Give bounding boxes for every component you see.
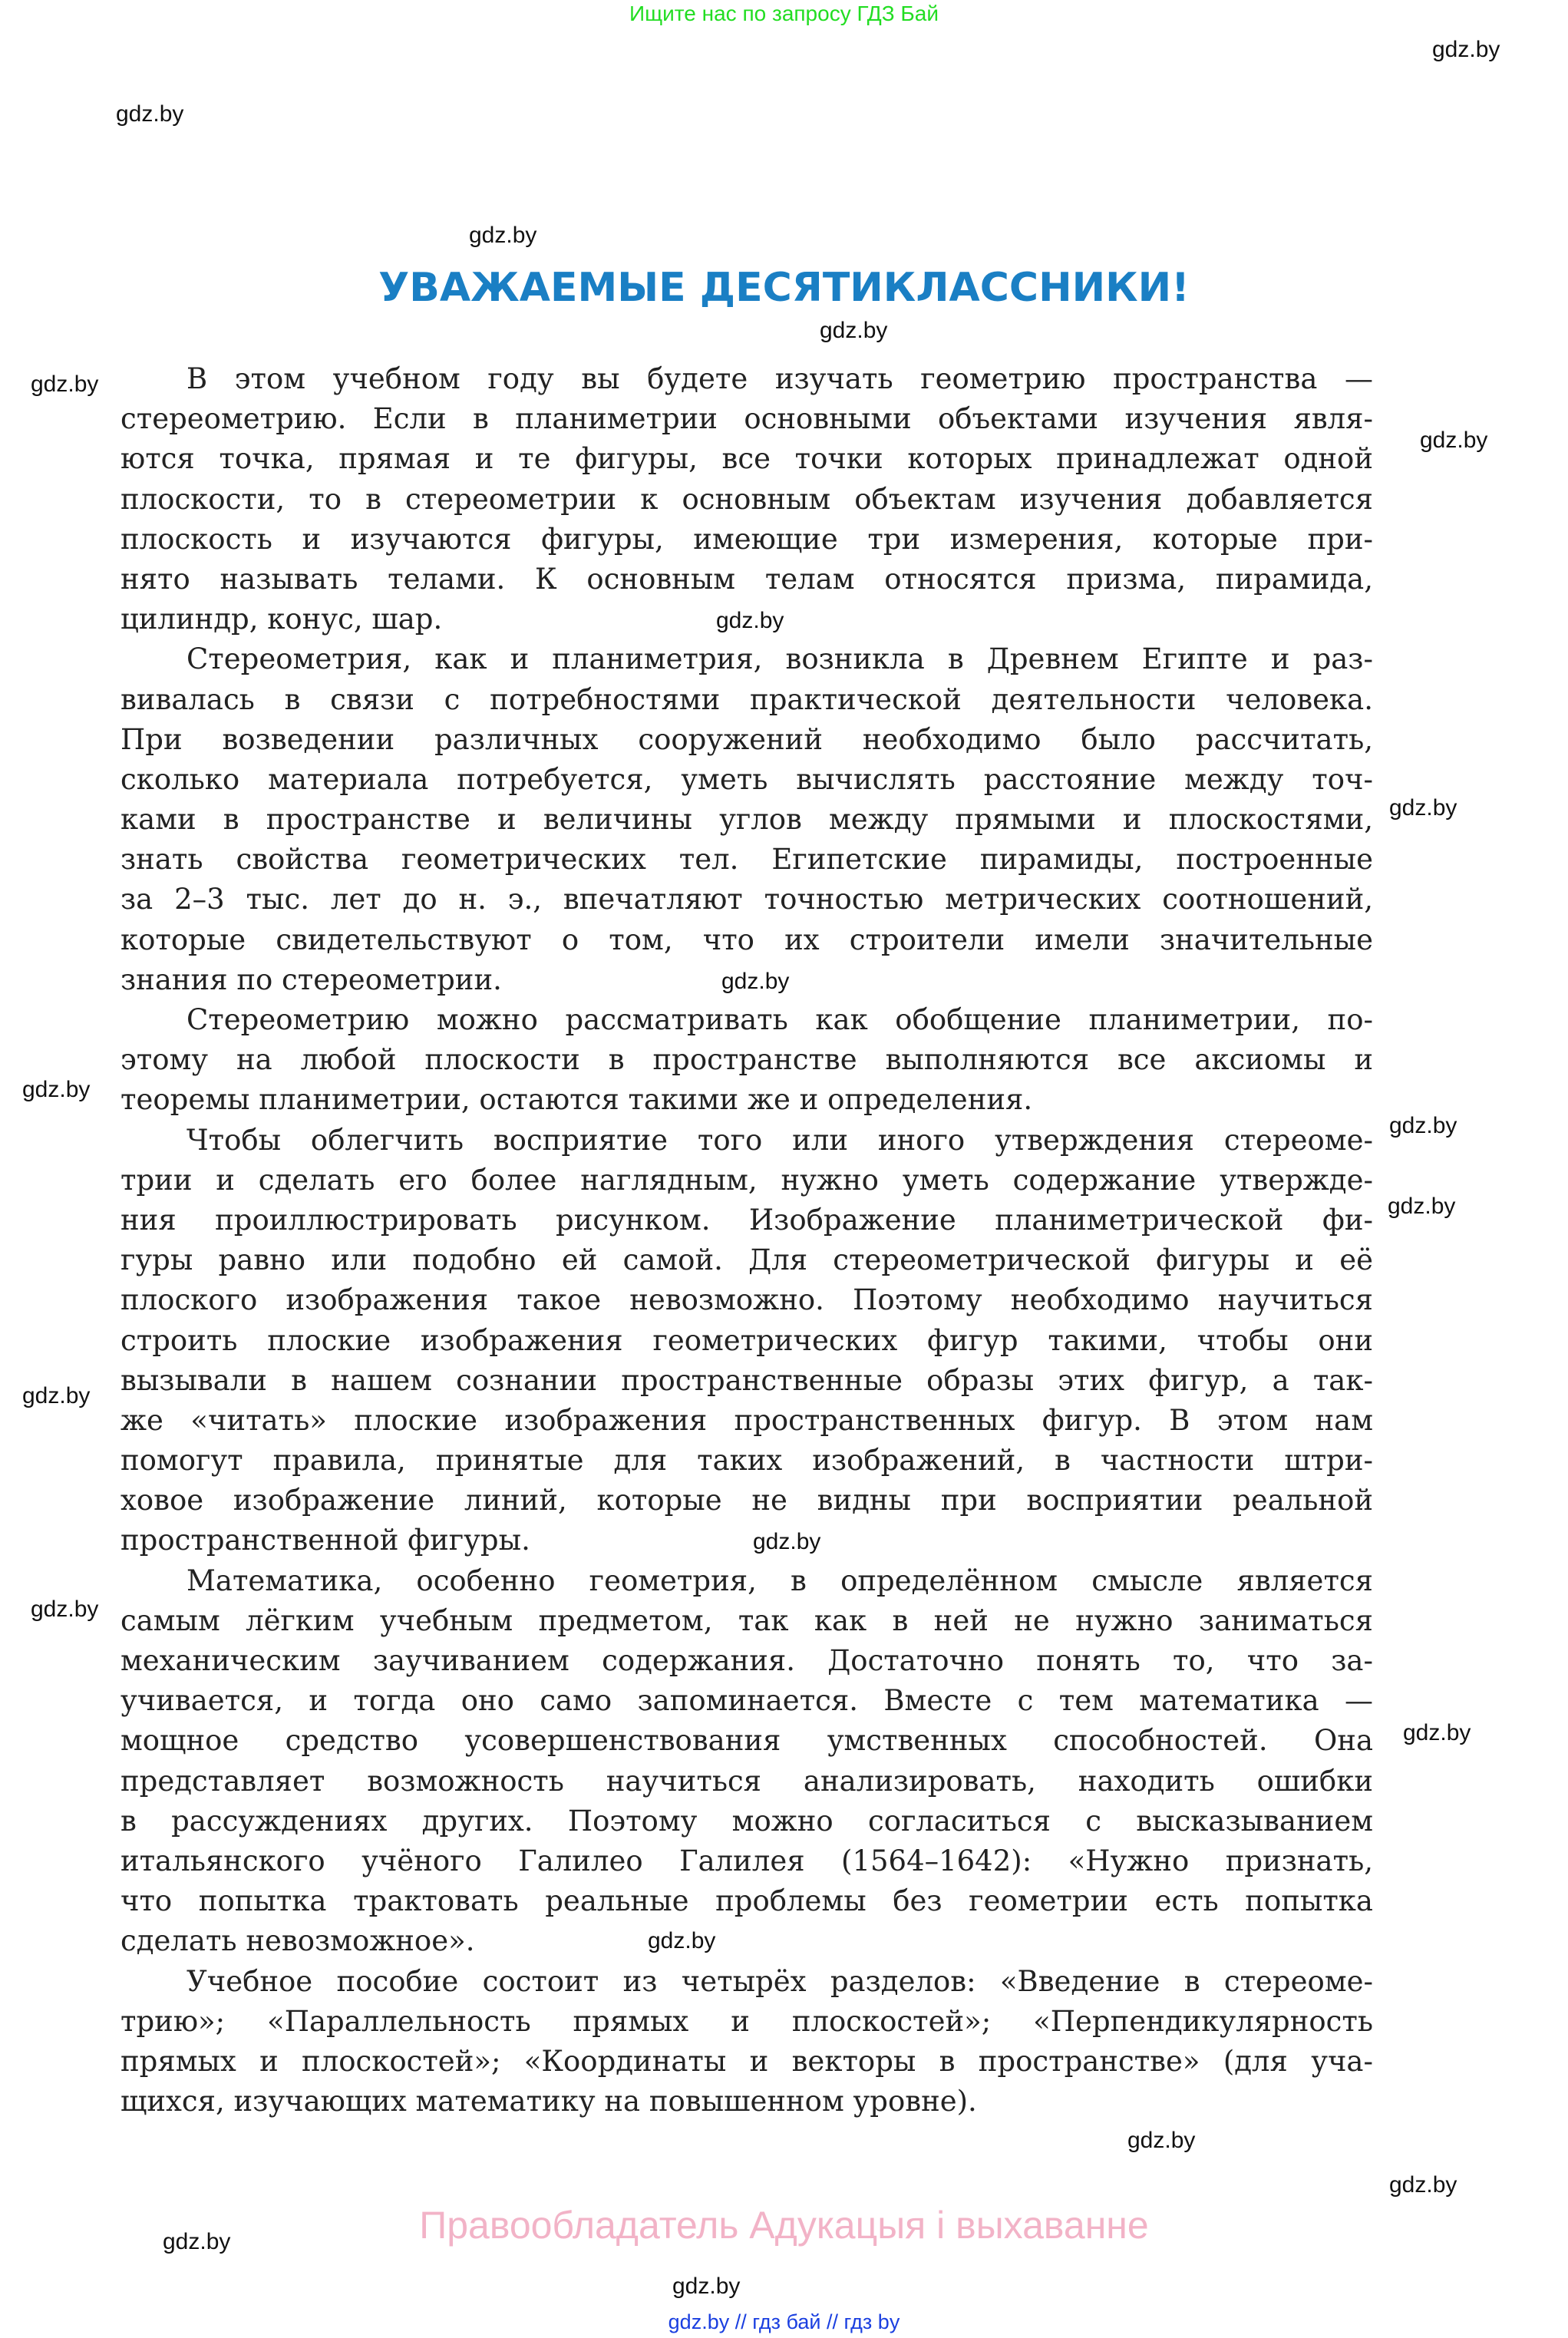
paragraph <box>120 359 1373 639</box>
text-line: этому на любой плоскости в пространстве выполняются все аксиомы и <box>120 1043 1373 1077</box>
text-line: вивалась в связи с потребностями практической деятельности человека. <box>120 682 1373 716</box>
text-line: которые свидетельствуют о том, что их строители имели значительные <box>120 923 1373 956</box>
text-line: строить плоские изображения геометрических фигур такими, чтобы они <box>120 1323 1373 1357</box>
text-line: При возведении различных сооружений необходимо было рассчитать, <box>120 722 1373 756</box>
paragraph <box>120 1962 1373 2122</box>
text-line: плоскости, то в стереометрии к основным объектам изучения добавляется <box>120 482 1373 516</box>
watermark: gdz.by <box>1403 1720 1471 1745</box>
text-line: стереометрию. Если в планиметрии основными объектами изучения явля- <box>120 402 1373 436</box>
text-line: нято называть телами. К основным телам относятся призма, пирамида, <box>120 562 1373 596</box>
watermark: gdz.by <box>1389 2172 1457 2198</box>
top-banner: Ищите нас по запросу ГДЗ Бай <box>629 2 939 25</box>
watermark: gdz.by <box>22 1077 91 1102</box>
text-line: Чтобы облегчить восприятие того или иного утверждения стереоме- <box>187 1123 1373 1157</box>
watermark: gdz.by <box>1127 2128 1196 2153</box>
text-line: плоскость и изучаются фигуры, имеющие три измерения, которые при- <box>120 522 1373 556</box>
text-line: что попытка трактовать реальные проблемы без геометрии есть попытка <box>120 1884 1373 1918</box>
text-line: Стереометрия, как и планиметрия, возникла в Древнем Египте и раз- <box>187 642 1373 676</box>
text-line: итальянского учёного Галилео Галилея (1564–1642): «Нужно признать, <box>120 1844 1373 1877</box>
link-gdz-bai[interactable]: гдз бай <box>752 2310 821 2333</box>
text-line: ками в пространстве и величины углов между прямыми и плоскостями, <box>120 803 1373 837</box>
text-line: же «читать» плоские изображения пространственных фигур. В этом нам <box>120 1403 1373 1437</box>
copyright-notice: Правообладатель Адукацыя і выхаванне <box>419 2204 1149 2247</box>
link-gdz-by-cyr[interactable]: гдз by <box>843 2310 900 2333</box>
text-line: сколько материала потребуется, уметь вычислять расстояние между точ- <box>120 762 1373 796</box>
text-line: за 2–3 тыс. лет до н. э., впечатляют точностью метрических соотношений, <box>120 883 1373 916</box>
watermark: gdz.by <box>469 223 537 248</box>
watermark: gdz.by <box>1432 37 1500 62</box>
watermark: gdz.by <box>1389 1113 1457 1138</box>
text-line: теоремы планиметрии, остаются такими же и определения. <box>120 1083 1033 1117</box>
text-line: трии и сделать его более наглядным, нужно уметь содержание утвержде- <box>120 1163 1373 1197</box>
watermark: gdz.by <box>1420 428 1488 453</box>
watermark: gdz.by <box>31 372 99 397</box>
text-line: прямых и плоскостей»; «Координаты и векторы в пространстве» (для уча- <box>120 2044 1373 2078</box>
watermark: gdz.by <box>1388 1194 1456 1219</box>
link-separator: // <box>827 2310 839 2333</box>
watermark: gdz.by <box>648 1928 716 1953</box>
text-line: трию»; «Параллельность прямых и плоскостей»; «Перпендикулярность <box>120 2004 1373 2038</box>
bottom-links <box>0 2310 1568 2334</box>
watermark: gdz.by <box>1389 795 1457 821</box>
text-line: ховое изображение линий, которые не видны при восприятии реальной <box>120 1484 1373 1517</box>
text-line: В этом учебном году вы будете изучать геометрию пространства — <box>187 362 1373 395</box>
paragraph <box>120 1121 1373 1561</box>
text-line: помогут правила, принятые для таких изображений, в частности штри- <box>120 1444 1373 1478</box>
text-line: ются точка, прямая и те фигуры, все точки которых принадлежат одной <box>120 442 1373 476</box>
body-text <box>120 359 1373 2122</box>
watermark: gdz.by <box>721 969 790 994</box>
text-line: представляет возможность научиться анализировать, находить ошибки <box>120 1764 1373 1798</box>
text-line: Учебное пособие состоит из четырёх разделов: «Введение в стереоме- <box>187 1964 1373 1998</box>
watermark: gdz.by <box>820 318 888 343</box>
text-line: мощное средство усовершенствования умственных способностей. Она <box>120 1724 1373 1758</box>
watermark: gdz.by <box>672 2274 741 2299</box>
text-line: знания по стереометрии. <box>120 963 502 996</box>
text-line: знать свойства геометрических тел. Египетские пирамиды, построенные <box>120 843 1373 877</box>
text-line: Стереометрию можно рассматривать как обобщение планиметрии, по- <box>187 1003 1373 1036</box>
watermark: gdz.by <box>163 2229 231 2254</box>
watermark: gdz.by <box>116 101 184 127</box>
page-title: УВАЖАЕМЫЕ ДЕСЯТИКЛАССНИКИ! <box>378 265 1190 311</box>
watermark: gdz.by <box>31 1597 99 1622</box>
text-line: самым лёгким учебным предметом, так как в ней не нужно заниматься <box>120 1603 1373 1637</box>
text-line: вызывали в нашем сознании пространственные образы этих фигур, а так- <box>120 1363 1373 1397</box>
link-separator: // <box>734 2310 747 2333</box>
paragraph <box>120 1000 1373 1121</box>
text-line: сделать невозможное». <box>120 1924 475 1958</box>
link-gdz-by[interactable]: gdz.by <box>668 2310 730 2333</box>
watermark: gdz.by <box>22 1383 91 1408</box>
paragraph <box>120 1561 1373 1962</box>
text-line: пространственной фигуры. <box>120 1524 530 1557</box>
text-line: цилиндр, конус, шар. <box>120 603 443 636</box>
watermark: gdz.by <box>716 608 784 633</box>
text-line: механическим заучиванием содержания. Достаточно понять то, что за- <box>120 1644 1373 1677</box>
text-line: гуры равно или подобно ей самой. Для стереометрической фигуры и её <box>120 1243 1373 1277</box>
watermark: gdz.by <box>753 1529 821 1554</box>
text-line: щихся, изучающих математику на повышенном уровне). <box>120 2085 977 2118</box>
text-line: плоского изображения такое невозможно. Поэтому необходимо научиться <box>120 1283 1373 1317</box>
text-line: учивается, и тогда оно само запоминается. Вместе с тем математика — <box>120 1684 1373 1718</box>
text-line: в рассуждениях других. Поэтому можно согласиться с высказыванием <box>120 1804 1373 1838</box>
paragraph <box>120 639 1373 1000</box>
text-line: Математика, особенно геометрия, в определённом смысле является <box>187 1564 1373 1597</box>
text-line: ния проиллюстрировать рисунком. Изображение планиметрической фи- <box>120 1203 1373 1237</box>
